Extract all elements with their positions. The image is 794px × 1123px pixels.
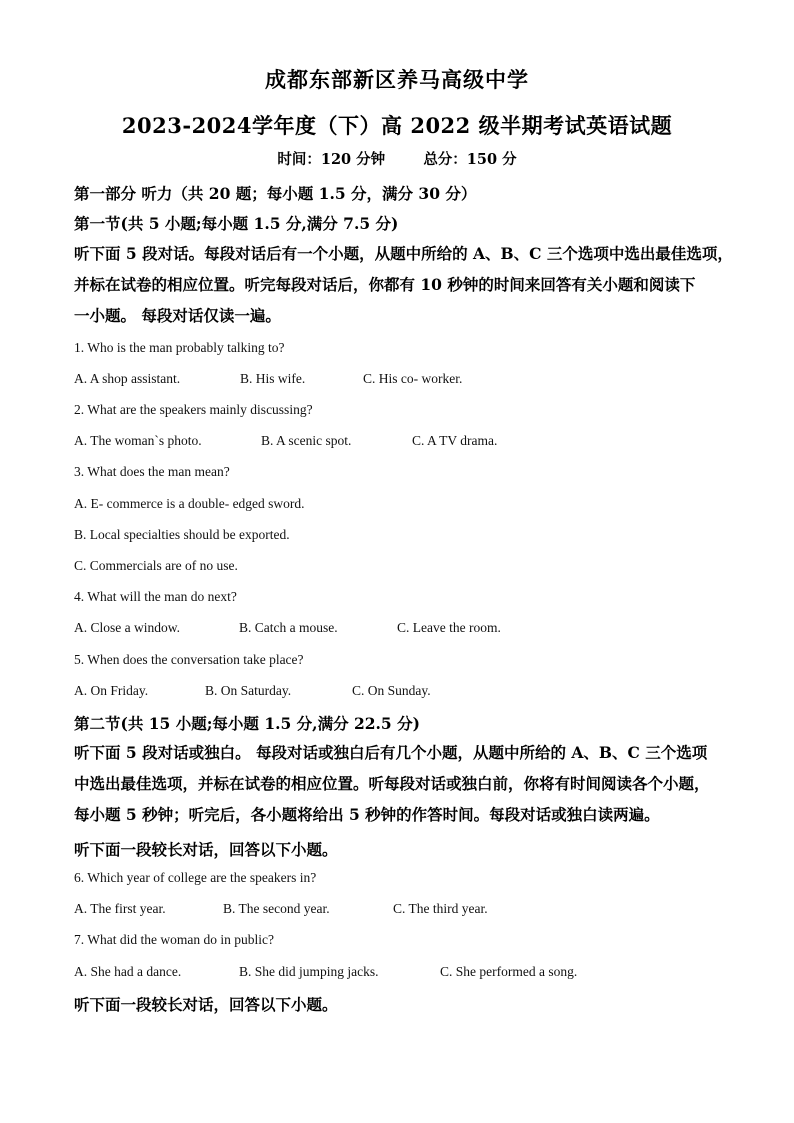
section1-title: 第一节(共 5 小题;每小题 1.5 分,满分 7.5 分): [74, 214, 399, 233]
section2-instructions: [74, 737, 710, 830]
option-b: B. On Saturday.: [205, 683, 292, 698]
option-c: C. Leave the room.: [397, 620, 501, 635]
school-name: 成都东部新区养马高级中学: [265, 67, 529, 92]
question-6: 6. Which year of college are the speakers in?: [74, 870, 317, 885]
option-c: C. A TV drama.: [412, 433, 498, 448]
exam-total: 总分：150 分: [423, 151, 517, 168]
question-4: 4. What will the man do next?: [74, 589, 237, 604]
option-b: B. Catch a mouse.: [239, 620, 338, 635]
option-a: A. The first year.: [74, 901, 166, 916]
exam-title: 2023-2024学年度（下）高 2022 级半期考试英语试题: [121, 113, 673, 138]
option-b: B. She did jumping jacks.: [239, 964, 379, 979]
exam-time: 时间：120 分钟: [277, 151, 386, 168]
option-b: B. A scenic spot.: [261, 433, 352, 448]
option-a: A. The woman`s photo.: [74, 433, 202, 448]
option-a: A. She had a dance.: [74, 964, 182, 979]
instruction-line: 听下面 5 段对话或独白。 每段对话或独白后有几个小题，从题中所给的 A、B、C 三个选项: [74, 743, 708, 762]
question-5: 5. When does the conversation take place?: [74, 652, 304, 667]
option-a: A. Close a window.: [74, 620, 180, 635]
option-b: B. Local specialties should be exported.: [74, 527, 290, 542]
question-2: 2. What are the speakers mainly discussing?: [74, 402, 313, 417]
instruction-line: 一小题。 每段对话仅读一遍。: [74, 306, 281, 325]
question-7: 7. What did the woman do in public?: [74, 932, 274, 947]
part1-title: 第一部分 听力（共 20 题；每小题 1.5 分，满分 30 分）: [74, 184, 477, 203]
option-c: C. On Sunday.: [352, 683, 431, 698]
section2-title: 第二节(共 15 小题;每小题 1.5 分,满分 22.5 分): [74, 714, 420, 733]
question-3: 3. What does the man mean?: [74, 464, 230, 479]
instruction-line: 每小题 5 秒钟；听完后，各小题将给出 5 秒钟的作答时间。每段对话或独白读两遍。: [74, 805, 660, 824]
exam-meta: [0, 148, 794, 169]
option-c: C. She performed a song.: [440, 964, 578, 979]
instruction-line: 并标在试卷的相应位置。听完每段对话后，你都有 10 秒钟的时间来回答有关小题和阅读下: [74, 275, 696, 294]
instruction-line: 中选出最佳选项，并标在试卷的相应位置。听每段对话或独白前，你将有时间阅读各个小题，: [74, 774, 710, 793]
instruction-line: 听下面 5 段对话。每段对话后有一个小题，从题中所给的 A、B、C 三个选项中选出最佳选项，: [74, 244, 733, 263]
option-a: A. E- commerce is a double- edged sword.: [74, 496, 305, 511]
question-1: 1. Who is the man probably talking to?: [74, 340, 285, 355]
option-b: B. The second year.: [223, 901, 330, 916]
dialogue-intro: 听下面一段较长对话，回答以下小题。: [74, 995, 338, 1014]
section1-instructions: [74, 238, 733, 331]
dialogue-intro: 听下面一段较长对话，回答以下小题。: [74, 840, 338, 859]
option-c: C. The third year.: [393, 901, 488, 916]
option-b: B. His wife.: [240, 371, 306, 386]
option-c: C. His co- worker.: [363, 371, 463, 386]
option-c: C. Commercials are of no use.: [74, 558, 238, 573]
option-a: A. On Friday.: [74, 683, 149, 698]
option-a: A. A shop assistant.: [74, 371, 181, 386]
